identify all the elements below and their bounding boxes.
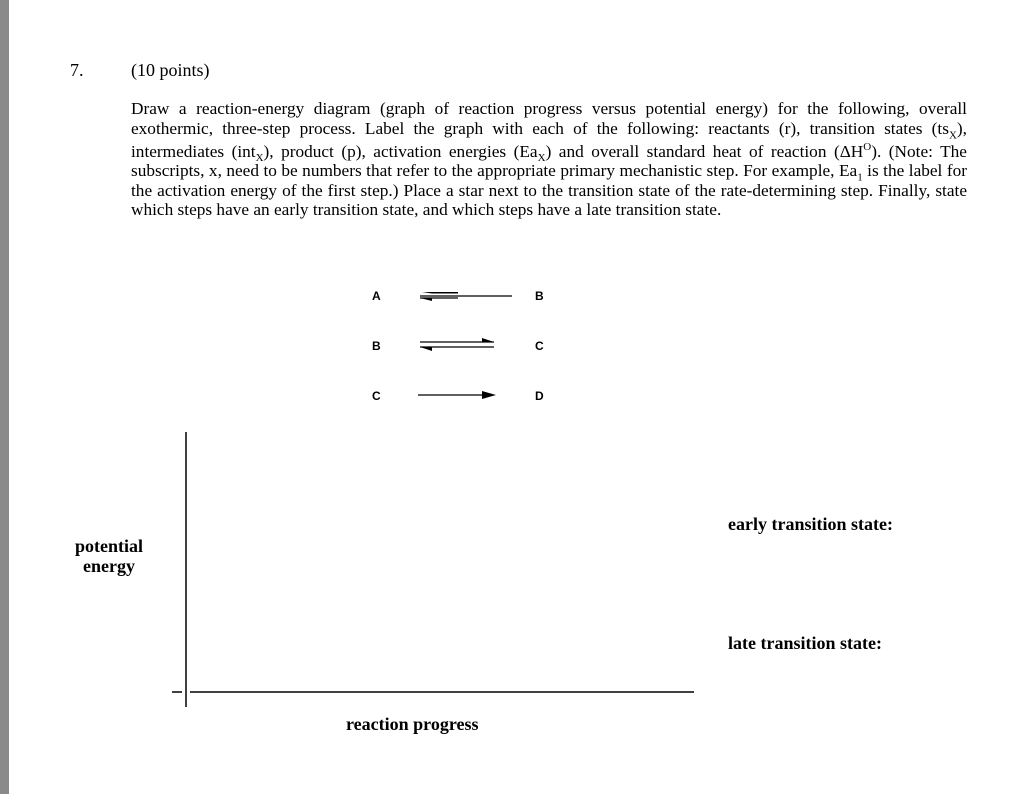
reaction-2-product: C	[535, 339, 544, 353]
reaction-3-reactant: C	[372, 389, 381, 403]
question-prompt: Draw a reaction-energy diagram (graph of reaction progress versus potential energy) for the following, overall exothermic, three-step process. Label the graph with each of the following: reactants (r), transition states $(ts_X)$, intermediates (int$_X$), product (p), activation energies $(Ea_X)$ and overall standard heat of reaction $(\Delta H^O)$. (Note: The subscripts, x, need to be numbers that refer to the appropriate primary mechanistic step. For example, $Ea_1$ is the label for the activation energy of the first step.) Place a star next to the transition state of the rate-determining step. Finally, state which steps have an early transition state, and which steps have a late transition state.	[131, 99, 967, 220]
early-transition-state-label: early transition state:	[728, 514, 893, 534]
question-number: 7.	[70, 60, 84, 80]
y-axis-label: potential energy	[75, 536, 144, 576]
reaction-1-reactant: A	[372, 289, 381, 303]
late-transition-state-label: late transition state:	[728, 633, 882, 653]
reaction-1-product: B	[535, 289, 544, 303]
question-points: (10 points)	[131, 60, 210, 80]
reaction-2-reactant: B	[372, 339, 381, 353]
reaction-3-product: D	[535, 389, 544, 403]
x-axis-label: reaction progress	[346, 714, 479, 734]
